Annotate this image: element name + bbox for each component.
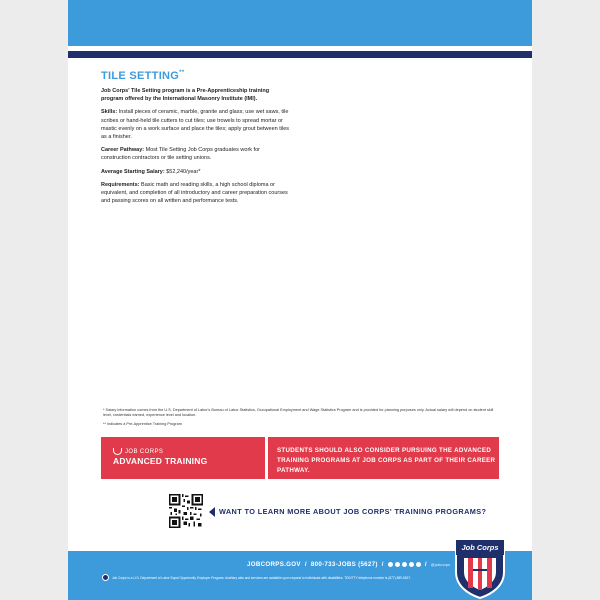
badge-text: Job Corps <box>461 543 499 552</box>
salary-section <box>101 168 291 176</box>
career-text: Most Tile Setting Job Corps graduates work for construction contractors or tile setting unions. <box>101 147 260 162</box>
instagram-icon[interactable] <box>402 562 407 567</box>
header-divider-navy <box>68 51 532 58</box>
requirements-text: Basic math and reading skills, a high school diploma or equivalent, and completion of all introductory and career preparation courses and passing scores on all written and performance tests. <box>101 181 288 205</box>
dol-seal-icon <box>102 574 109 581</box>
skills-section <box>101 108 291 141</box>
facebook-icon[interactable] <box>388 562 393 567</box>
qr-code[interactable] <box>169 494 203 528</box>
job-corps-badge <box>452 538 508 600</box>
job-corps-mark-icon <box>113 448 122 455</box>
requirements-label: Requirements: <box>101 181 140 188</box>
cta-text: WANT TO LEARN MORE ABOUT JOB CORPS' TRAINING PROGRAMS? <box>219 507 487 516</box>
x-icon[interactable] <box>409 562 414 567</box>
contact-separator: / <box>381 561 384 568</box>
salary-label: Average Starting Salary: <box>101 168 165 175</box>
skills-label: Skills: <box>101 109 118 116</box>
contact-separator: / <box>424 561 427 568</box>
career-section <box>101 146 291 162</box>
banner-message: STUDENTS SHOULD ALSO CONSIDER PURSUING THE ADVANCED TRAINING PROGRAMS AT JOB CORPS AS PART OF THEIR CAREER PATHWAY. <box>277 447 496 474</box>
page-title: TILE SETTING** <box>101 70 185 82</box>
website-link[interactable]: JOBCORPS.GOV <box>247 561 301 568</box>
social-icons <box>388 562 421 567</box>
contact-separator: / <box>304 561 307 568</box>
footer-contact <box>247 561 450 568</box>
footnotes <box>103 408 503 431</box>
program-content <box>101 70 291 210</box>
footer-legal <box>102 574 411 581</box>
social-handle: @jobcorps <box>430 562 451 567</box>
preapp-footnote: ** Indicates a Pre-Apprentice Training Program <box>103 422 182 426</box>
phone-link[interactable]: 800-733-JOBS (5627) <box>310 561 378 568</box>
legal-text: Job Corps is a U.S. Department of Labor Equal Opportunity Employer Program. Auxiliary aids and services are available upon request to individuals with disabilities. TDD/TTY telephone number is (877) 889-5627. <box>112 575 411 580</box>
logo-top-text: JOB CORPS <box>125 448 164 455</box>
linkedin-icon[interactable] <box>416 562 421 567</box>
logo-bottom-text: ADVANCED TRAINING <box>113 456 208 466</box>
advanced-training-logo <box>113 448 207 466</box>
flyer-page <box>68 0 532 600</box>
program-intro: Job Corps' Tile Setting program is a Pre-Apprenticeship training program offered by the International Masonry Institute (IMI). <box>101 88 270 103</box>
title-marker: ** <box>179 70 185 76</box>
banner-divider <box>265 437 268 479</box>
salary-footnote: * Salary information comes from the U.S. Department of Labor's Bureau of Labor Statistics, Occupational Employment and Wage Statistics Program and is provided for planning purposes only. Actual salary will depend on student skill level, credentials earned, experience level and location. <box>103 408 494 417</box>
salary-text: $52,240/year* <box>166 168 201 175</box>
skills-text: Install pieces of ceramic, marble, granite and glass; use wet saws, tile scribes or hand-held tile cutters to cut tiles; use trowels to spread mortar or mastic evenly on a work surface and place the tiles; apply grout between tiles as a finisher. <box>101 109 290 141</box>
advanced-training-banner <box>101 437 499 479</box>
career-label: Career Pathway: <box>101 147 145 154</box>
requirements-section <box>101 181 291 206</box>
header-band <box>68 0 532 46</box>
cta-arrow-icon <box>209 507 215 517</box>
youtube-icon[interactable] <box>395 562 400 567</box>
